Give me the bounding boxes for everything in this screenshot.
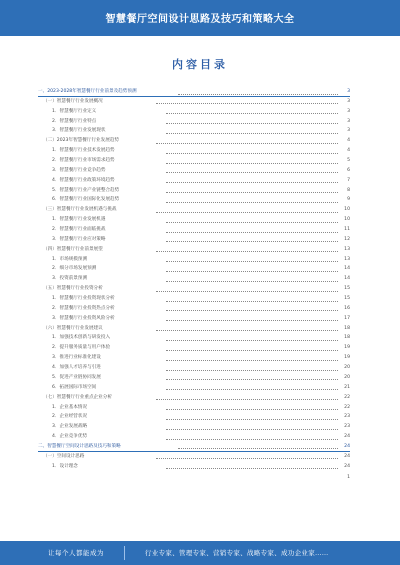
toc-entry[interactable] — [38, 136, 350, 146]
toc-page-number: 4 — [347, 148, 350, 154]
toc-dot-leader — [178, 94, 338, 95]
toc-dot-leader — [166, 370, 338, 371]
toc-dot-leader — [166, 222, 338, 223]
toc-page-number: 11 — [344, 227, 350, 233]
toc-page-number: 9 — [347, 197, 350, 203]
toc-entry-text: 二、智慧餐厅空间设计思路及技巧和策略 — [38, 443, 121, 449]
toc-entry[interactable] — [38, 176, 350, 186]
footer-tagline: 行业专家、管理专家、营销专家、战略专家、成功企业家…… — [145, 549, 329, 557]
toc-entry-text: 3．智慧餐厅行业应对策略 — [52, 236, 106, 242]
toc-entry-text: 3．智慧餐厅行业竞争趋势 — [52, 167, 106, 173]
toc-dot-leader — [166, 192, 338, 193]
toc-entry-text: （一）空间设计思路 — [43, 453, 85, 459]
toc-heading: 内容目录 — [172, 58, 228, 71]
toc-entry[interactable] — [38, 97, 350, 107]
toc-page-number: 20 — [344, 374, 350, 380]
toc-entry[interactable] — [38, 205, 350, 215]
header-banner — [0, 0, 400, 36]
toc-dot-leader — [156, 330, 338, 331]
toc-dot-leader — [166, 320, 338, 321]
toc-entry[interactable] — [38, 186, 350, 196]
toc-page-number: 10 — [344, 217, 350, 223]
toc-entry[interactable] — [38, 432, 350, 442]
toc-dot-leader — [166, 182, 338, 183]
table-of-contents — [38, 87, 350, 480]
toc-dot-leader — [166, 340, 338, 341]
toc-page-number: 3 — [347, 118, 350, 124]
toc-page-number: 20 — [344, 365, 350, 371]
toc-entry[interactable] — [38, 343, 350, 353]
toc-page-number: 17 — [344, 315, 350, 321]
toc-page-number: 23 — [344, 424, 350, 430]
toc-dot-leader — [166, 429, 338, 430]
toc-page-number: 24 — [344, 463, 350, 469]
toc-entry[interactable] — [38, 314, 350, 324]
toc-dot-leader — [166, 172, 338, 173]
footer-divider — [124, 546, 125, 560]
toc-entry[interactable] — [38, 422, 350, 432]
toc-entry-text: 2．智慧餐厅行业市场需求趋势 — [52, 158, 115, 164]
toc-entry[interactable] — [38, 107, 350, 117]
toc-page-number: 19 — [344, 355, 350, 361]
footer-banner — [0, 541, 400, 565]
toc-entry-text: （五）智慧餐厅行业投资分析 — [43, 286, 103, 292]
toc-entry[interactable] — [38, 284, 350, 294]
toc-entry-text: （一）智慧餐厅行业发展概况 — [43, 98, 103, 104]
toc-entry[interactable] — [38, 166, 350, 176]
toc-page-number: 8 — [347, 187, 350, 193]
toc-dot-leader — [166, 360, 338, 361]
toc-entry-text: 2．提升服务质量与用户体验 — [52, 345, 111, 351]
toc-page-number: 14 — [344, 266, 350, 272]
toc-entry-text: 2．企业经营状况 — [52, 414, 88, 420]
toc-entry-text: 2．智慧餐厅行业特点 — [52, 118, 97, 124]
toc-dot-leader — [156, 458, 338, 459]
toc-dot-leader — [166, 232, 338, 233]
toc-entry[interactable] — [38, 462, 350, 472]
toc-entry[interactable] — [38, 403, 350, 413]
toc-page-number: 18 — [344, 325, 350, 331]
toc-page-number: 3 — [347, 128, 350, 134]
toc-entry-text: 3．智慧餐厅行业投资风险分析 — [52, 315, 115, 321]
toc-page-number: 22 — [344, 394, 350, 400]
toc-dot-leader — [156, 291, 338, 292]
toc-entry[interactable] — [38, 215, 350, 225]
toc-page-number: 15 — [344, 296, 350, 302]
toc-page-number: 23 — [344, 414, 350, 420]
toc-dot-leader — [166, 301, 338, 302]
toc-entry[interactable] — [38, 442, 350, 452]
toc-entry[interactable] — [38, 274, 350, 284]
toc-page-number: 5 — [347, 158, 350, 164]
toc-entry[interactable] — [38, 156, 350, 166]
toc-page-number: 21 — [344, 384, 350, 390]
toc-entry-text: 一、2023-2028年智慧餐厅行业前景及趋势预测 — [38, 89, 137, 94]
toc-page-number: 19 — [344, 345, 350, 351]
toc-dot-leader — [166, 241, 338, 242]
toc-dot-leader — [166, 123, 338, 124]
toc-entry-text: 2．细分市场发展预测 — [52, 266, 97, 272]
toc-entry-text: 1．设计理念 — [52, 463, 78, 469]
toc-page-number: 13 — [344, 246, 350, 252]
toc-entry[interactable] — [38, 294, 350, 304]
toc-entry[interactable] — [38, 412, 350, 422]
toc-entry[interactable] — [38, 363, 350, 373]
toc-entry-text: 3．智慧餐厅行业发展现状 — [52, 128, 106, 134]
toc-entry[interactable] — [38, 452, 350, 462]
toc-dot-leader — [166, 133, 338, 134]
toc-entry[interactable] — [38, 195, 350, 205]
toc-entry-text: （二）2023年智慧餐厅行业发展趋势 — [43, 138, 120, 144]
toc-dot-leader — [166, 310, 338, 311]
toc-dot-leader — [156, 103, 338, 104]
toc-entry-text: 1．智慧餐厅行业技术发展趋势 — [52, 148, 115, 154]
chapter-rule — [38, 96, 350, 97]
toc-entry-text: 5．智慧餐厅行业产业链整合趋势 — [52, 187, 120, 193]
toc-dot-leader — [166, 153, 338, 154]
toc-entry[interactable] — [38, 146, 350, 156]
toc-page-number: 4 — [347, 138, 350, 144]
toc-entry[interactable] — [38, 383, 350, 393]
toc-page-number: 15 — [344, 286, 350, 292]
toc-entry[interactable] — [38, 393, 350, 403]
toc-page-number: 24 — [344, 453, 350, 459]
footer-slogan: 让每个人都能成为 — [48, 549, 104, 557]
toc-entry[interactable] — [38, 245, 350, 255]
toc-dot-leader — [166, 409, 338, 410]
toc-entry[interactable] — [38, 324, 350, 334]
toc-page-number: 18 — [344, 335, 350, 341]
toc-dot-leader — [166, 350, 338, 351]
toc-dot-leader — [156, 212, 338, 213]
toc-entry-text: （四）智慧餐厅行业前景展望 — [43, 246, 103, 252]
toc-page-number: 10 — [344, 207, 350, 213]
toc-page-number: 3 — [347, 108, 350, 114]
toc-dot-leader — [166, 163, 338, 164]
toc-page-number: 24 — [344, 434, 350, 440]
toc-page-number: 13 — [344, 256, 350, 262]
toc-entry-text: 4．智慧餐厅行业政策环境趋势 — [52, 177, 115, 183]
page-number — [330, 473, 350, 483]
toc-entry-text: （七）智慧餐厅行业重点企业分析 — [43, 394, 112, 400]
toc-entry[interactable] — [38, 333, 350, 343]
toc-dot-leader — [166, 271, 338, 272]
toc-entry-text: 2．智慧餐厅行业面临挑战 — [52, 227, 106, 233]
toc-entry-text: 1．加强技术创新与研发投入 — [52, 335, 111, 341]
toc-entry[interactable] — [38, 126, 350, 136]
toc-entry[interactable] — [38, 255, 350, 265]
toc-dot-leader — [166, 389, 338, 390]
toc-entry-text: 1．市场规模预测 — [52, 256, 88, 262]
toc-entry[interactable] — [38, 117, 350, 127]
toc-entry-text: 6．拓展国际市场空间 — [52, 384, 97, 390]
toc-entry[interactable] — [38, 264, 350, 274]
toc-page-number: 16 — [344, 305, 350, 311]
toc-entry[interactable] — [38, 235, 350, 245]
toc-dot-leader — [166, 202, 338, 203]
toc-entry-text: 3．推进行业标准化建设 — [52, 355, 101, 361]
toc-entry-text: （六）智慧餐厅行业发展建议 — [43, 325, 103, 331]
toc-dot-leader — [156, 399, 338, 400]
toc-entry-text: 1．智慧餐厅行业定义 — [52, 108, 97, 114]
toc-entry[interactable] — [38, 373, 350, 383]
toc-page-number: 7 — [347, 177, 350, 183]
toc-entry-text: 1．智慧餐厅行业发展机遇 — [52, 217, 106, 223]
toc-entry[interactable] — [38, 353, 350, 363]
toc-dot-leader — [166, 419, 338, 420]
toc-page-number: 12 — [344, 236, 350, 242]
toc-page-number: 14 — [344, 276, 350, 282]
toc-dot-leader — [166, 468, 338, 469]
toc-dot-leader — [166, 261, 338, 262]
toc-entry-text: 6．智慧餐厅行业国际化发展趋势 — [52, 197, 120, 203]
toc-entry-text: 3．投资前景预测 — [52, 276, 88, 282]
toc-entry-text: 2．智慧餐厅行业投资热点分析 — [52, 305, 115, 311]
chapter-rule — [38, 451, 350, 452]
toc-page-number: 3 — [347, 98, 350, 104]
toc-dot-leader — [166, 379, 338, 380]
toc-entry-text: （三）智慧餐厅行业发展机遇与挑战 — [43, 207, 117, 213]
toc-dot-leader — [178, 448, 338, 449]
page-number-text: 1 — [347, 474, 350, 480]
toc-dot-leader — [156, 143, 338, 144]
toc-page-number: 22 — [344, 404, 350, 410]
toc-entry-text: 3．企业发展战略 — [52, 424, 88, 430]
toc-dot-leader — [166, 281, 338, 282]
toc-dot-leader — [166, 439, 338, 440]
toc-entry-text: 1．智慧餐厅行业投资现状分析 — [52, 296, 115, 302]
toc-entry[interactable] — [38, 304, 350, 314]
document-title: 智慧餐厅空间设计思路及技巧和策略大全 — [105, 14, 295, 25]
toc-page-number: 3 — [347, 89, 350, 94]
toc-entry-text: 4．企业竞争优势 — [52, 434, 88, 440]
toc-dot-leader — [166, 113, 338, 114]
toc-page-number: 6 — [347, 167, 350, 173]
toc-entry-text: 1．企业基本情况 — [52, 404, 88, 410]
toc-entry-text: 4．加强人才培养与引进 — [52, 365, 101, 371]
toc-entry[interactable] — [38, 225, 350, 235]
toc-page-number: 24 — [344, 443, 350, 449]
toc-dot-leader — [156, 251, 338, 252]
toc-entry-text: 5．促进产业链协同发展 — [52, 374, 101, 380]
